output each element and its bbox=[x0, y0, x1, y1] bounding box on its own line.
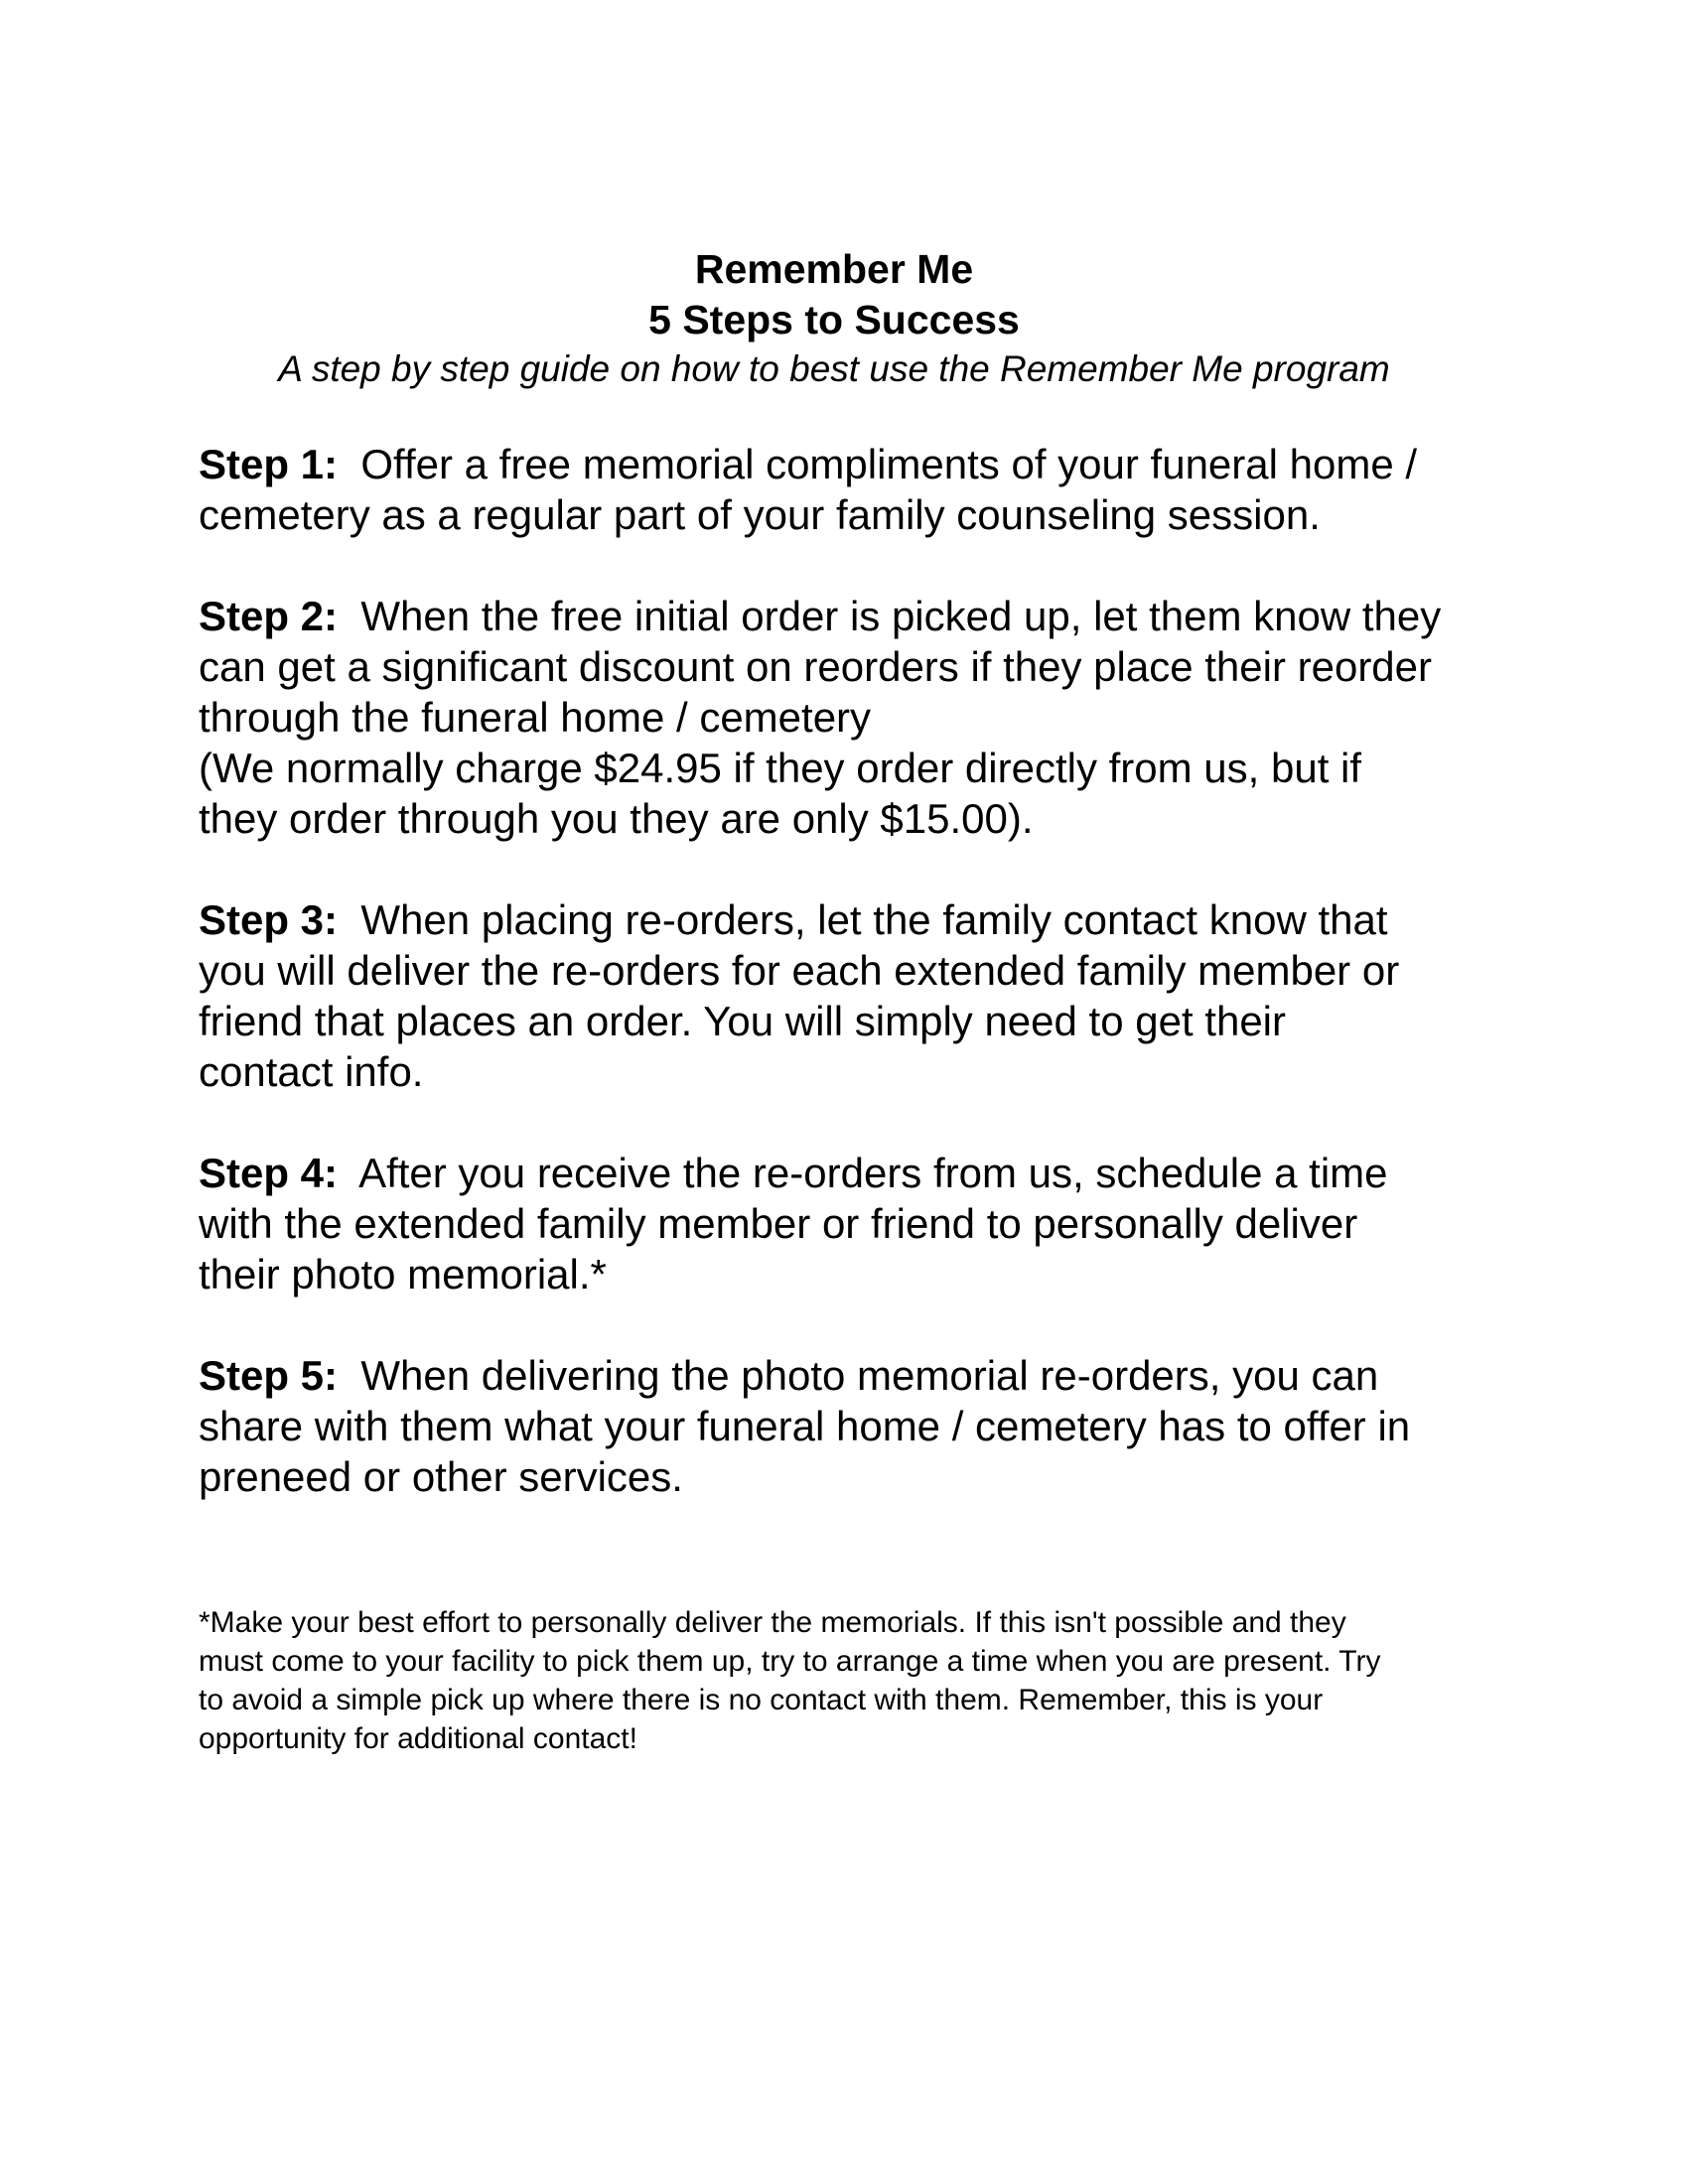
step-1-text: Offer a free memorial compliments of your funeral home / cemetery as a regular part of your family counseling session. bbox=[199, 441, 1418, 538]
document-tagline: A step by step guide on how to best use the Remember Me program bbox=[278, 348, 1390, 389]
step-2 bbox=[199, 591, 1489, 844]
document-header bbox=[189, 244, 1479, 393]
document-subtitle: 5 Steps to Success bbox=[648, 297, 1020, 342]
step-5 bbox=[199, 1350, 1489, 1502]
document-title: Remember Me bbox=[694, 246, 974, 292]
step-5-text: When delivering the photo memorial re-orders, you can share with them what your funeral home / cemetery has to offer in preneed or other services. bbox=[199, 1352, 1411, 1500]
step-4 bbox=[199, 1148, 1489, 1299]
step-2-label: Step 2: bbox=[199, 593, 339, 639]
footnote: *Make your best effort to personally deliver the memorials. If this isn't possible and they must come to your facility to pick them up, try to arrange a time when you are present. Try to avoid a simple pick up where there is no contact with them. Remember, this is your opportunity for additional contact! bbox=[199, 1606, 1381, 1755]
step-4-text: After you receive the re-orders from us, schedule a time with the extended family member or friend to personally deliver their photo memorial.* bbox=[199, 1150, 1388, 1297]
step-1 bbox=[199, 439, 1489, 540]
step-4-label: Step 4: bbox=[199, 1150, 339, 1196]
step-2-text: When the free initial order is picked up, let them know they can get a significant discount on reorders if they place their reorder through the funeral home / cemetery (We normally charge $24.95 if they order directly from us, but if they order through you they are only $15.00). bbox=[199, 593, 1442, 842]
step-3-label: Step 3: bbox=[199, 896, 339, 943]
step-3-text: When placing re-orders, let the family contact know that you will deliver the re-orders for each extended family member or friend that places an order. You will simply need to get their contact info. bbox=[199, 896, 1400, 1095]
step-1-label: Step 1: bbox=[199, 441, 339, 487]
document-page bbox=[199, 244, 1489, 1788]
step-3 bbox=[199, 894, 1489, 1097]
step-5-label: Step 5: bbox=[199, 1352, 339, 1399]
